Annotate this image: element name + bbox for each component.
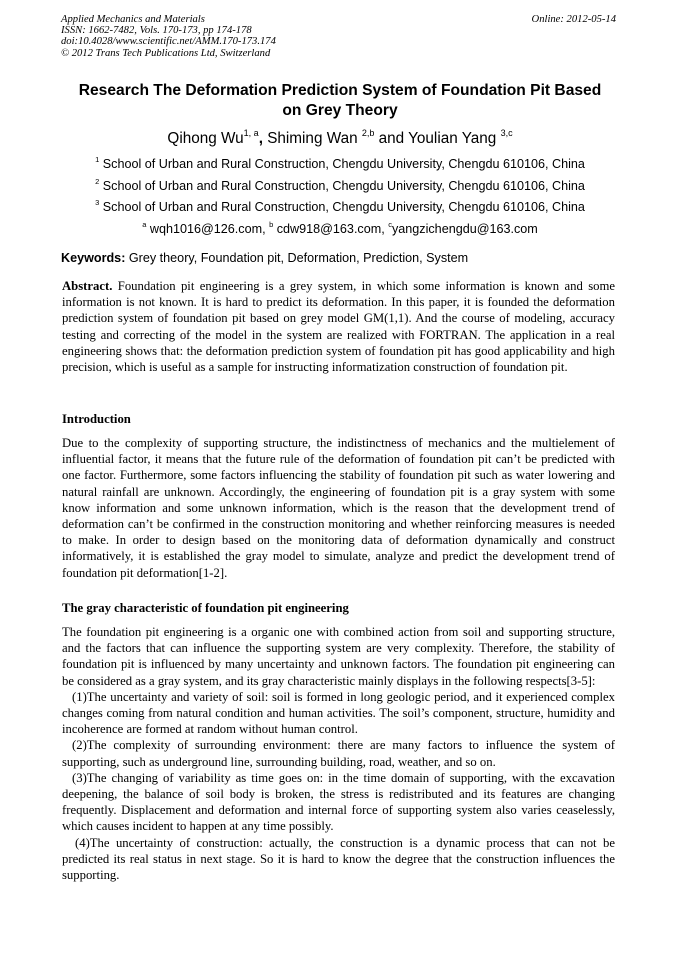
abstract — [62, 278, 615, 375]
keywords — [61, 250, 468, 266]
doi-line: doi:10.4028/www.scientific.net/AMM.170-173.174 — [61, 36, 276, 48]
title-line-2: on Grey Theory — [282, 102, 398, 119]
paragraph: Due to the complexity of supporting structure, the indistinctness of mechanics and the multielement of influential factor, it means that the future rule of the deformation of foundation pit can’t be predicted with one factor. Furthermore, some factors influencing the stability of foundation pit such as water lowering and natural rainfall are unknown. Accordingly, the engineering of foundation pit is a gray system with some know information and some unknown information, which is the reason that the development trend of deformation can’t be confirmed in the construction monitoring and whether reinforcing measures is needed to make. In order to design based on the monitoring data of deformation dynamically and construct informatively, it is established the gray model to simulate, analyze and predict the development trend of foundation pit deformation[1-2]. — [62, 436, 615, 580]
list-item: (2)The complexity of surrounding environment: there are many factors to influence the system of supporting, such as underground line, surrounding building, road, weather, and so on. — [62, 738, 615, 769]
list-item: (4)The uncertainty of construction: actually, the construction is a dynamic process that can not be predicted its real status in next stage. So it is hard to know the degree that the construction influences the supporting. — [62, 835, 615, 883]
email-list — [60, 221, 620, 237]
affiliation-mark: 1 — [95, 155, 100, 164]
email-link[interactable]: cdw918@163.com, — [273, 222, 389, 236]
introduction-body — [62, 435, 615, 581]
affiliation-text: School of Urban and Rural Construction, Chengdu University, Chengdu 610106, China — [99, 200, 585, 214]
email-mark: b — [269, 220, 274, 229]
abstract-label: Abstract. — [62, 279, 113, 293]
email-mark: a — [142, 220, 147, 229]
email-mark: c — [388, 220, 392, 229]
section-heading-gray-characteristic: The gray characteristic of foundation pit engineering — [62, 601, 349, 615]
author-separator: and — [374, 130, 409, 147]
abstract-text: Foundation pit engineering is a grey system, in which some information is known and some information is not known. It is hard to predict its deformation. In this paper, it is founded the deformation prediction system of foundation pit based on grey model GM(1,1). And the course of modeling, accuracy testing and correcting of the model in the system are realized with FORTRAN. The application in a real engineering shows that: the deformation prediction system of foundation pit has good applicability and high precision, which is useful as a sample for instructing informatization construction of foundation pit. — [62, 279, 615, 375]
affiliation — [60, 156, 620, 172]
journal-name: Applied Mechanics and Materials — [61, 14, 205, 25]
journal-header — [61, 14, 276, 59]
list-item: (3)The changing of variability as time goes on: in the time domain of supporting, with the excavation deepening, the balance of soil body is broken, the stress is redistributed and its features are changing frequently. Displacement and deformation and internal force of supporting system also varies ceaselessly, which causes incident to happen at any time possibly. — [62, 770, 615, 834]
email-link[interactable]: yangzichengdu@163.com — [391, 222, 538, 236]
author-list — [60, 128, 620, 150]
copyright-line: © 2012 Trans Tech Publications Ltd, Switzerland — [61, 47, 271, 59]
list-item: (1)The uncertainty and variety of soil: soil is formed in long geologic period, and it experienced complex changes coming from natural condition and human activities. The soil’s component, structure, humidity and incoherence are formed at random without human control. — [62, 689, 615, 737]
gray-section-body — [62, 624, 615, 883]
paragraph: The foundation pit engineering is a organic one with combined action from soil and supporting structure, and the factors that can influence the supporting system are very complexity. Therefore, the stability of foundation pit is influenced by many uncertainty and unknown factors. The foundation pit engineering can be considered as a gray system, and its gray characteristic mainly displays in the following respects[3-5]: — [62, 625, 615, 688]
author-affiliation-mark: 2,b — [361, 128, 375, 138]
issn-line: ISSN: 1662-7482, Vols. 170-173, pp 174-178 — [61, 25, 252, 37]
author-name: Shiming Wan — [267, 130, 362, 147]
author-name: Qihong Wu — [167, 130, 244, 147]
affiliation-text: School of Urban and Rural Construction, Chengdu University, Chengdu 610106, China — [99, 179, 585, 193]
title-line-1: Research The Deformation Prediction System of Foundation Pit Based — [78, 82, 602, 99]
author-affiliation-mark: 3,c — [500, 128, 513, 138]
affiliation-mark: 3 — [95, 198, 100, 207]
affiliation-mark: 2 — [95, 177, 100, 186]
keywords-label: Keywords: — [61, 251, 126, 265]
affiliation — [60, 178, 620, 194]
affiliation — [60, 199, 620, 215]
paper-title — [60, 81, 620, 121]
section-heading-introduction: Introduction — [62, 412, 131, 426]
keywords-text: Grey theory, Foundation pit, Deformation, Prediction, System — [125, 251, 469, 265]
email-link[interactable]: wqh1016@126.com, — [146, 222, 270, 236]
online-date: Online: 2012-05-14 — [531, 14, 616, 25]
affiliation-text: School of Urban and Rural Construction, Chengdu University, Chengdu 610106, China — [99, 157, 585, 171]
author-separator: , — [258, 130, 268, 147]
author-name: Youlian Yang — [408, 130, 501, 147]
author-affiliation-mark: 1, a — [243, 128, 259, 138]
